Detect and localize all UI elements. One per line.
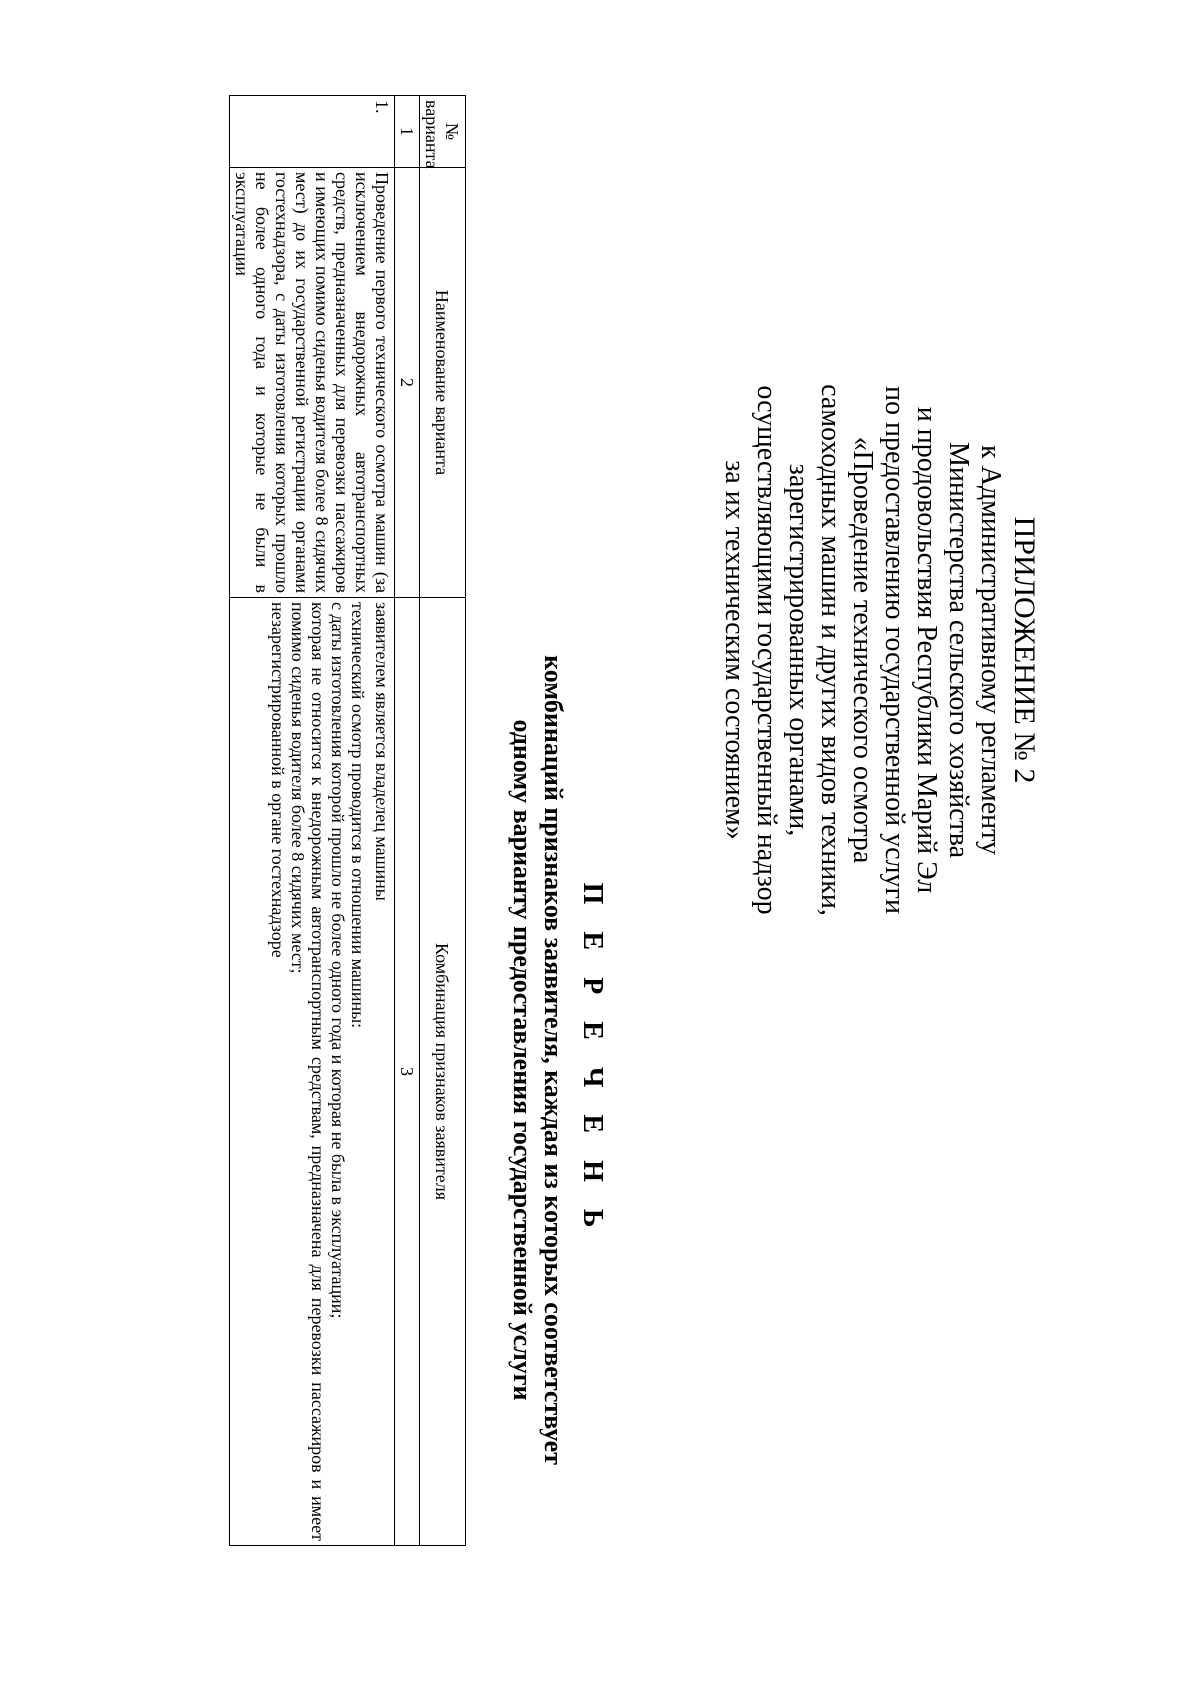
heading-subtitle-line: комбинаций признаков заявителя, каждая из которых соответствует <box>539 655 568 1465</box>
table-row <box>230 96 395 1546</box>
heading-title: П Е Р Е Ч Е Н Ь <box>577 882 608 1238</box>
header-variant-name: Наименование варианта <box>420 168 466 598</box>
combination-item: с даты изготовления которой прошло не более одного года и которая не была в эксплуатации; <box>328 602 348 1319</box>
combination-item: незарегистрированной в органе гостехнадзоре <box>268 602 288 958</box>
table-column-number-row <box>395 96 420 1546</box>
appendix-line: осуществляющими государственный надзор <box>751 385 782 915</box>
column-number: 2 <box>395 168 420 598</box>
combination-item: технический осмотр проводится в отношении машины: <box>348 602 368 1029</box>
appendix-line: самоходных машин и других видов техники, <box>815 384 846 916</box>
appendix-line: за их техническим состоянием» <box>719 460 750 840</box>
variants-table <box>229 95 466 1546</box>
header-combination: Комбинация признаков заявителя <box>420 598 466 1546</box>
appendix-block <box>718 200 1040 1100</box>
variant-name-cell: Проведение первого технического осмотра машин (за исключением внедорожных автотранспортных средств, предназначенных для перевозки пассажиров и имеющих помимо сиденья водителя более 8 сидячих мест) до их государственной регистрации органами гостехнадзора, с даты изготовления которых прошло не более одного года и которые не были в эксплуатации <box>230 168 395 598</box>
document-heading <box>507 560 615 1560</box>
appendix-line: к Административному регламенту <box>975 445 1006 855</box>
appendix-title: ПРИЛОЖЕНИЕ № 2 <box>1008 516 1041 784</box>
appendix-line: и продовольствия Республики Марий Эл <box>911 406 942 894</box>
variant-number-cell: 1. <box>230 96 395 168</box>
combination-item: которая не относится к внедорожным автотранспортным средствам, предназначена для перевозки пассажиров и имеет помимо сиденья водителя более 8 сидячих мест; <box>288 602 328 1541</box>
combination-cell <box>230 598 395 1546</box>
heading-subtitle-line: одному варианту предоставления государственной услуги <box>508 719 537 1401</box>
column-number: 3 <box>395 598 420 1546</box>
header-variant-number: № варианта <box>420 96 466 168</box>
table-header-row <box>420 96 466 1546</box>
combination-item: заявителем является владелец машины <box>372 602 392 901</box>
appendix-line: зарегистрированных органами, <box>783 463 814 837</box>
appendix-line: «Проведение технического осмотра <box>847 436 878 864</box>
appendix-line: по предоставлению государственной услуги <box>879 386 910 914</box>
appendix-line: Министерства сельского хозяйства <box>943 441 974 859</box>
column-number: 1 <box>395 96 420 168</box>
